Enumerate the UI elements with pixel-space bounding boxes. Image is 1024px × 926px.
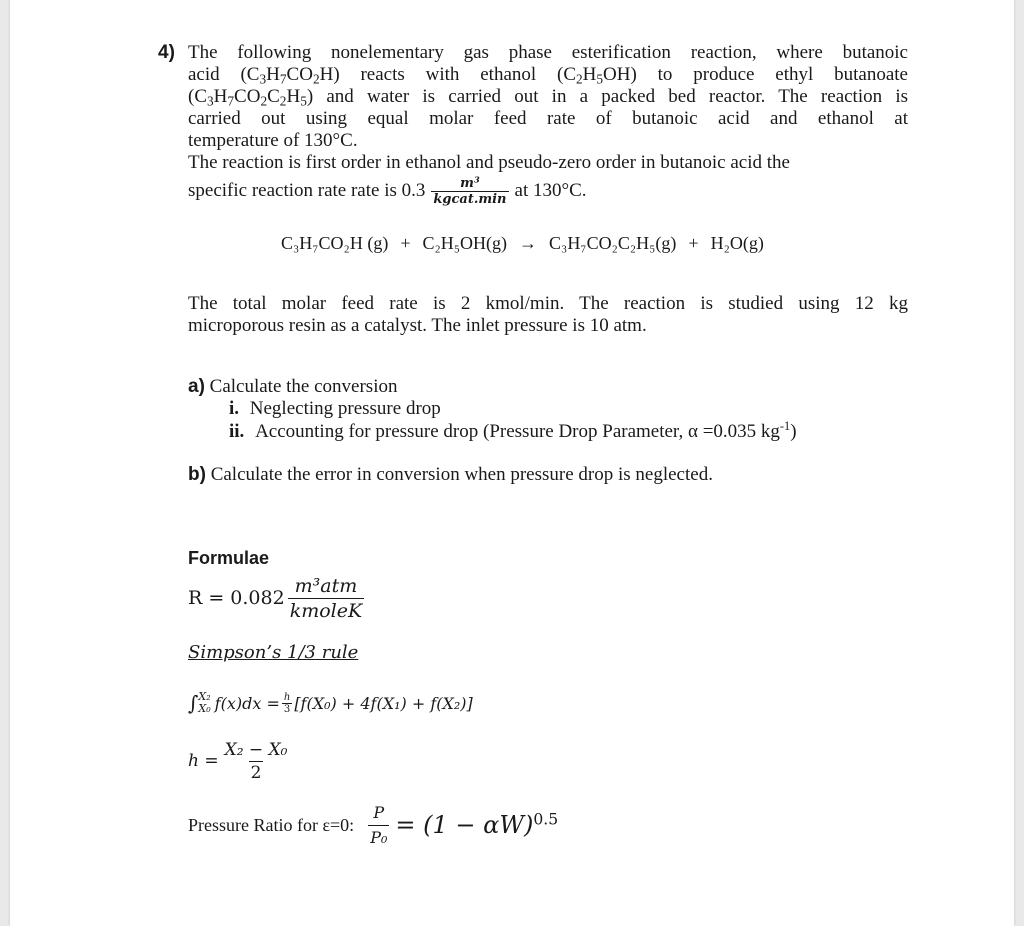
reactant-ethanol: C₂H₅OH(g) [422, 233, 508, 253]
part-a-i [229, 398, 441, 420]
rate-line: specific reaction rate rate is 0.3 $\frac{m^3}{\text{kgcat.min}}$ at 130°C. [188, 173, 587, 207]
integrand: f(x)dx = [214, 693, 280, 713]
simpson-formula [188, 683, 473, 723]
step-size-fraction: $\frac{\text{X₂ − X₀}}{2}$ [224, 739, 288, 783]
part-a-ii: ii. Accounting for pressure drop (Pressure Drop Parameter, α =0.035 $kg^{-1}$) [229, 419, 797, 442]
product-ethyl-butanoate: C₃H₇CO₂C₂H₅(g) [549, 233, 677, 253]
integral-limits: X₂ X₀ [198, 690, 211, 715]
part-a-ii-text: Accounting for pressure drop (Pressure Drop Parameter, α =0.035 kg [255, 421, 780, 442]
part-a [188, 376, 397, 398]
plus-sign: + [400, 233, 411, 253]
h-over-3-fraction: $\frac{h}{3}$ [283, 691, 291, 715]
pressure-fraction: $\frac{P}{\text{P₀}}$ [368, 801, 389, 850]
part-a-ii-label: ii. [229, 421, 245, 442]
integral-sign: ∫ [188, 691, 199, 715]
part-a-i-label: i. [229, 398, 240, 419]
reaction-arrow: → [519, 233, 538, 253]
part-b [188, 464, 713, 486]
feed-line-2: microporous resin as a catalyst. The inlet pressure is 10 atm. [188, 315, 647, 336]
question-line-1: The following nonelementary gas phase esterification reaction, where butanoic [188, 42, 908, 63]
reaction-equation [281, 232, 764, 254]
question-number: 4) [158, 42, 175, 63]
part-a-label: a) [188, 376, 205, 397]
product-water: H₂O(g) [710, 233, 764, 253]
gas-constant-formula [188, 572, 364, 624]
formulae-heading: Formulae [188, 548, 270, 568]
simpson-rhs: [f(X₀) + 4f(X₁) + f(X₂)] [294, 693, 473, 713]
question-line-2: acid $(C_3H_7CO_2H)$ reacts with ethanol $(C_2H_5OH)$ to produce ethyl butanoate [188, 64, 908, 87]
question-line-3: $(C_3H_7CO_2C_2H_5)$ and water is carried out in a packed bed reactor. The reaction is [188, 86, 908, 109]
gas-constant-fraction: $\frac{\text{m³atm}}{\text{kmoleK}}$ [289, 574, 363, 622]
part-b-label: b) [188, 464, 206, 485]
question-line-6: The reaction is first order in ethanol and pseudo-zero order in butanoic acid the [188, 152, 790, 173]
question-line-5: temperature of 130°C. [188, 130, 358, 151]
part-a-i-text: Neglecting pressure drop [249, 398, 441, 419]
part-a-text: Calculate the conversion [209, 376, 398, 397]
step-size-lhs: h = [188, 751, 219, 771]
rate-unit-fraction: $\frac{m^3}{\text{kgcat.min}}$ [433, 173, 507, 207]
pressure-rhs: = $(1 - \alpha W)^{0.5}$ [395, 810, 559, 839]
simpson-rule-title: Simpson’s 1/3 rule [188, 642, 359, 663]
document-page [10, 0, 1014, 926]
part-b-text: Calculate the error in conversion when pressure drop is neglected. [210, 464, 713, 485]
plus-sign: + [688, 233, 699, 253]
reactant-butanoic-acid: C₃H₇CO₂H (g) [281, 233, 389, 253]
step-size-formula [188, 735, 290, 787]
pressure-ratio-formula [188, 796, 558, 854]
question-line-4: carried out using equal molar feed rate of butanoic acid and ethanol at [188, 108, 908, 129]
pressure-ratio-label: Pressure Ratio for ε=0: [188, 815, 355, 835]
feed-line-1: The total molar feed rate is 2 kmol/min. The reaction is studied using 12 kg [188, 293, 908, 314]
kg-exponent: -1 [779, 419, 791, 434]
gas-constant-lhs: R = 0.082 [188, 587, 285, 609]
